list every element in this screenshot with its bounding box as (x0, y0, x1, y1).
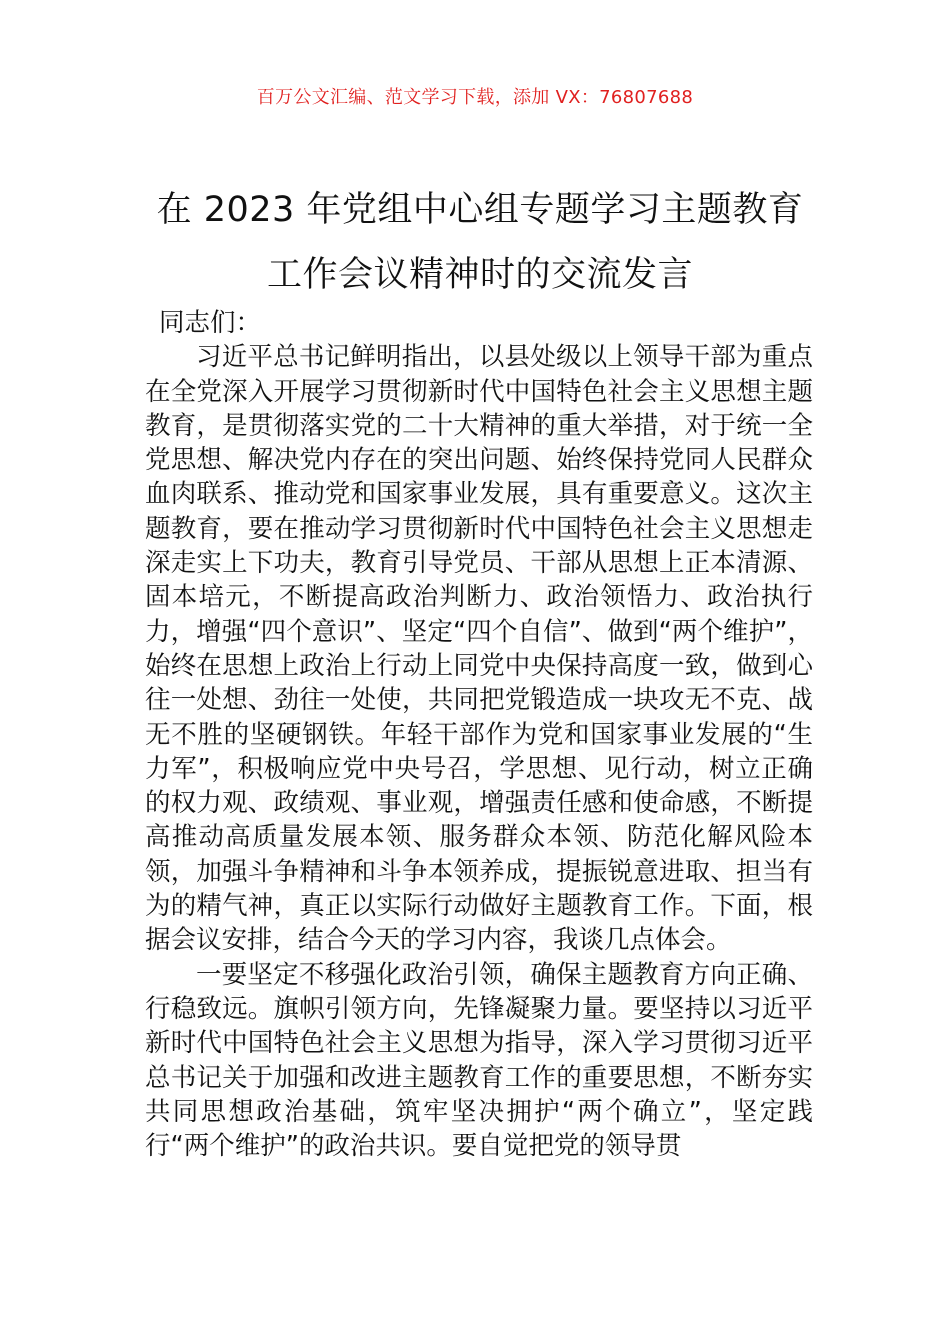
paragraph-1: 习近平总书记鲜明指出，以县处级以上领导干部为重点在全党深入开展学习贯彻新时代中国特色社会主义思想主题教育，是贯彻落实党的二十大精神的重大举措，对于统一全党思想、解决党内存在的突出问题、始终保持党同人民群众血肉联系、推动党和国家事业发展，具有重要意义。这次主题教育，要在推动学习贯彻新时代中国特色社会主义思想走深走实上下功夫，教育引导党员、干部从思想上正本清源、固本培元，不断提高政治判断力、政治领悟力、政治执行力，增强“四个意识”、坚定“四个自信”、做到“两个维护”，始终在思想上政治上行动上同党中央保持高度一致，做到心往一处想、劲往一处使，共同把党锻造成一块攻无不克、战无不胜的坚硬钢铁。年轻干部作为党和国家事业发展的“生力军”，积极响应党中央号召，学思想、见行动，树立正确的权力观、政绩观、事业观，增强责任感和使命感，不断提高推动高质量发展本领、服务群众本领、防范化解风险本领，加强斗争精神和斗争本领养成，提振锐意进取、担当有为的精气神，真正以实际行动做好主题教育工作。下面，根据会议安排，结合今天的学习内容，我谈几点体会。 (145, 342, 813, 956)
paragraph-2: 一要坚定不移强化政治引领，确保主题教育方向正确、行稳致远。旗帜引领方向，先锋凝聚力量。要坚持以习近平新时代中国特色社会主义思想为指导，深入学习贯彻习近平总书记关于加强和改进主题教育工作的重要思想，不断夯实共同思想政治基础，筑牢坚决拥护“两个确立”，坚定践行“两个维护”的政治共识。要自觉把党的领导贯 (145, 959, 813, 1162)
salutation: 同志们： (159, 308, 262, 338)
document-body (145, 306, 813, 1163)
download-notice: 百万公文汇编、范文学习下载，添加 VX：76807688 (256, 87, 694, 108)
document-title: 在 2023 年党组中心组专题学习主题教育工作会议精神时的交流发言 (156, 190, 804, 295)
